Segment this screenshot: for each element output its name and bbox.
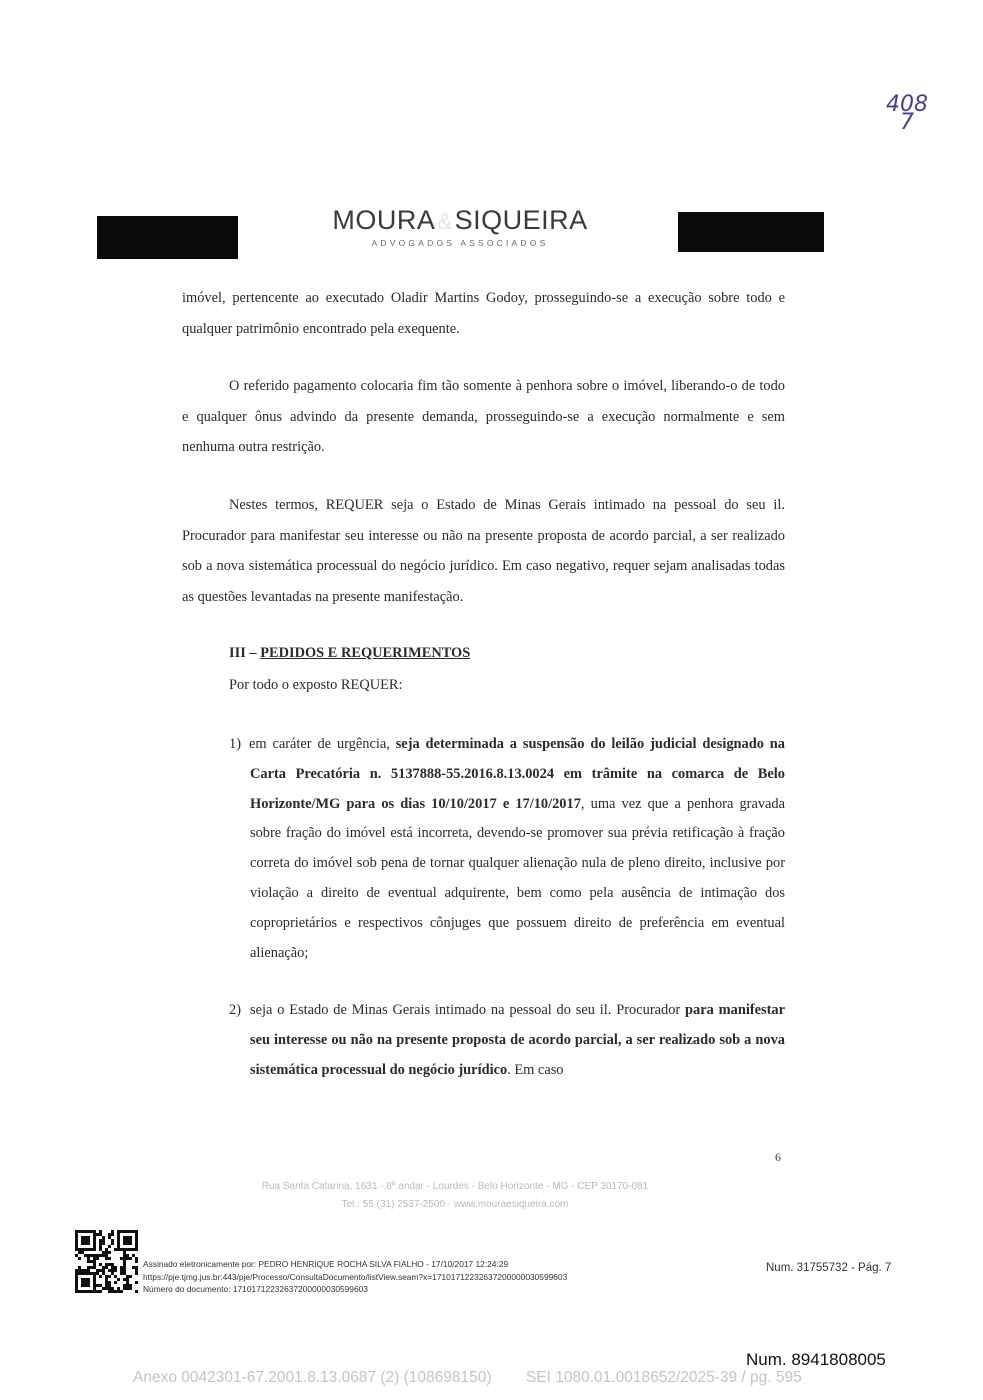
list-item-1: [250, 730, 785, 968]
signature-signer: Assinado eletronicamente por: PEDRO HENRIQUE ROCHA SILVA FIALHO - 17/10/2017 12:24:29: [143, 1259, 509, 1269]
list-item-2-bold: para manifestar seu interesse ou não na presente proposta de acordo parcial, a ser realizado sob a nova sistemática processual do negócio jurídico: [250, 1002, 785, 1078]
paragraph-2-text: O referido pagamento colocaria fim tão somente à penhora sobre o imóvel, liberando-o de todo e qualquer ônus advindo da presente demanda, prosseguindo-se a execução normalmente e sem nenhuma outra restrição.: [182, 378, 785, 455]
list-item-1-text-b: , uma vez que a penhora gravada sobre fração do imóvel está incorreta, devendo-se promover sua prévia retificação à fração correta do imóvel sob pena de tornar qualquer alienação nula de pleno direito, inclusive por violação a direito de eventual adquirente, bem como pela ausência de intimação dos coproprietários e respectivos cônjuges que possuem direito de preferência em eventual alienação;: [250, 795, 786, 961]
footer-address: Rua Santa Catarina, 1631 - 8º andar - Lourdes - Belo Horizonte - MG - CEP 30170-081: [261, 1181, 649, 1192]
logo-left-name: MOURA: [332, 205, 436, 235]
list-number-1: 1): [229, 736, 241, 752]
firm-logo: [280, 205, 640, 248]
list-number-2: 2): [229, 1002, 241, 1018]
section-number: III –: [229, 645, 261, 661]
num-page-reference: Num. 31755732 - Pág. 7: [766, 1262, 892, 1274]
paragraph-1: [182, 283, 785, 344]
paragraph-3: [182, 490, 785, 612]
section-intro: Por todo o exposto REQUER:: [229, 677, 403, 693]
footer-contact: Tel.: 55 (31) 2537-2500 - www.mouraesiqueira.com: [341, 1199, 569, 1210]
logo-right-name: SIQUEIRA: [454, 205, 588, 235]
list-item-1-text-a: em caráter de urgência,: [249, 736, 396, 752]
redaction-block-left: [97, 216, 238, 259]
logo-wordmark: [280, 205, 640, 236]
handwritten-page-annotation: [872, 92, 942, 135]
list-item-2: [250, 996, 785, 1085]
paragraph-3-text: Nestes termos, REQUER seja o Estado de Minas Gerais intimado na pessoal do seu il. Procurador para manifestar seu interesse ou não na presente proposta de acordo parcial, a ser realizado sob a nova sistemática processual do negócio jurídico. Em caso negativo, requer sejam analisadas todas as questões levantadas na presente manifestação.: [182, 497, 785, 605]
logo-subtitle: ADVOGADOS ASSOCIADOS: [371, 238, 549, 248]
page-number: 6: [775, 1150, 781, 1164]
signature-url[interactable]: https://pje.tjmg.jus.br:443/pje/Processo/ConsultaDocumento/listView.seam?x=17101712232637200000030599603: [143, 1271, 568, 1282]
section-heading: [229, 645, 470, 662]
qr-code: [75, 1230, 138, 1293]
logo-ampersand: &: [437, 209, 453, 234]
annotation-bottom: 7: [900, 110, 914, 135]
list-item-2-text-a: seja o Estado de Minas Gerais intimado na pessoal do seu il. Procurador: [250, 1002, 686, 1018]
redaction-block-right: [678, 212, 824, 252]
list-item-1-bold: seja determinada a suspensão do leilão judicial designado na Carta Precatória n. 5137888-55.2016.8.13.0024 em trâmite na comarca de Belo Horizonte/MG para os dias 10/10/2017 e 17/10/2017: [250, 736, 785, 812]
annotation-top: 408: [886, 92, 928, 117]
bottom-document-number: Num. 8941808005: [746, 1350, 886, 1369]
signature-block: [143, 1258, 567, 1296]
list-item-2-text-b: . Em caso: [507, 1061, 564, 1078]
signature-document-number: Número do documento: 17101712232637200000030599603: [143, 1284, 368, 1294]
bottom-annex-reference: Anexo 0042301-67.2001.8.13.0687 (2) (108698150) SEI 1080.01.0018652/2025-39 / pg. 595: [133, 1369, 802, 1386]
paragraph-1-text: imóvel, pertencente ao executado Oladir Martins Godoy, prosseguindo-se a execução sobre todo e qualquer patrimônio encontrado pela exequente.: [182, 290, 785, 337]
section-title: PEDIDOS E REQUERIMENTOS: [260, 645, 471, 661]
paragraph-2: [182, 371, 785, 463]
